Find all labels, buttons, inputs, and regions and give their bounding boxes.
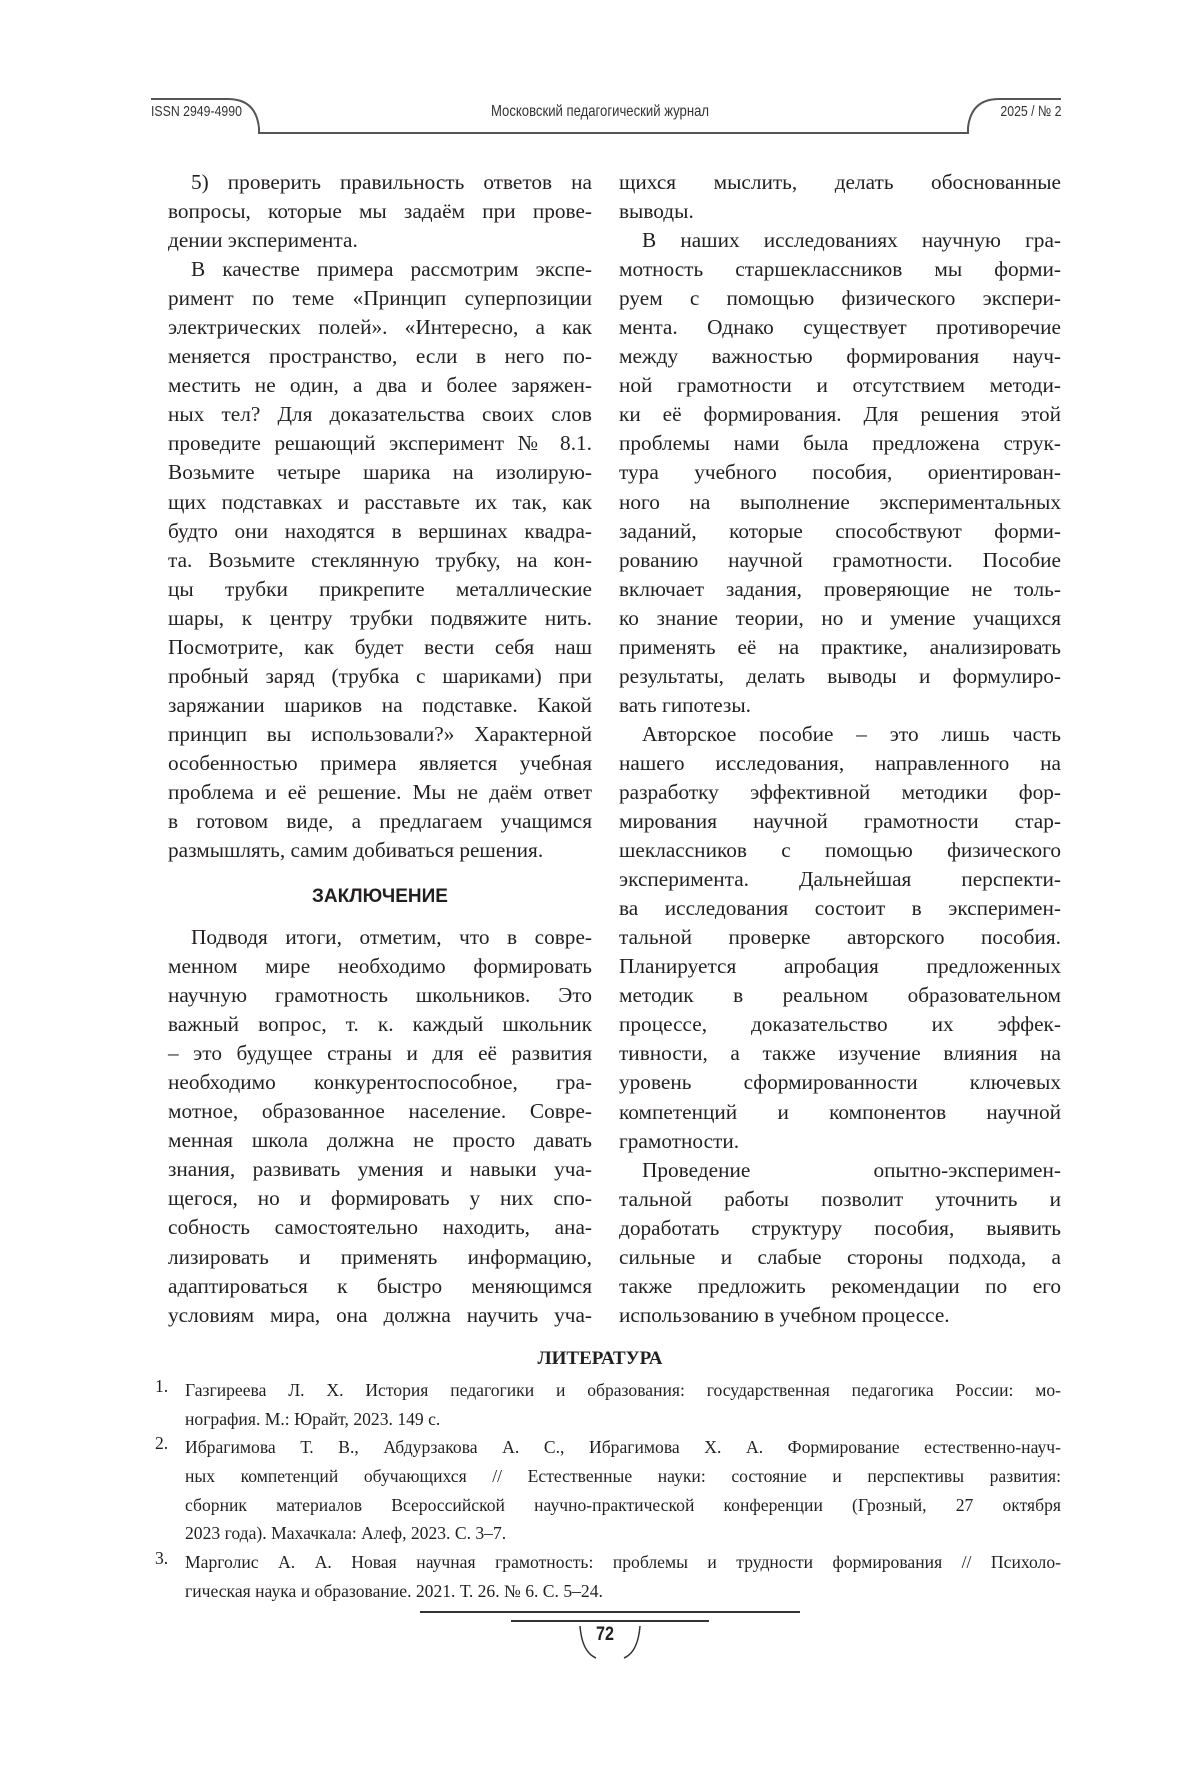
text-line: мента. Однако существует противоречие xyxy=(619,313,1061,342)
text-line: – это будущее страны и для её развития xyxy=(168,1039,592,1068)
text-line: 5) проверить правильность ответов на xyxy=(168,168,592,197)
text-line: вопросы, которые мы задаём при прове- xyxy=(168,197,592,226)
reference-number: 2. xyxy=(155,1433,168,1454)
text-line: размышлять, самим добиваться решения. xyxy=(168,836,592,865)
reference-item xyxy=(155,1433,1061,1548)
text-line: научную грамотность школьников. Это xyxy=(168,981,592,1010)
text-line: Возьмите четыре шарика на изолирую- xyxy=(168,458,592,487)
reference-item xyxy=(155,1376,1061,1433)
text-line: тальной работы позволит уточнить и xyxy=(619,1185,1061,1214)
text-line: шары, к центру трубки подвяжите нить. xyxy=(168,604,592,633)
right-column-body xyxy=(619,168,1061,1330)
left-column-body xyxy=(168,168,592,865)
text-line: применять её на практике, анализировать xyxy=(619,633,1061,662)
paragraph xyxy=(619,1156,1061,1330)
text-line: пробный заряд (трубка с шариками) при xyxy=(168,662,592,691)
paragraph xyxy=(168,255,592,865)
text-line: щих подставках и расставьте их так, как xyxy=(168,488,592,517)
text-line: лизировать и применять информацию, xyxy=(168,1243,592,1272)
text-line: ва исследования состоит в эксперимен- xyxy=(619,894,1061,923)
text-line: сильные и слабые стороны подхода, а xyxy=(619,1243,1061,1272)
text-line: менная школа должна не просто давать xyxy=(168,1126,592,1155)
text-line: результаты, делать выводы и формулиро- xyxy=(619,662,1061,691)
text-line: Подводя итоги, отметим, что в совре- xyxy=(168,923,592,952)
text-line: менном мире необходимо формировать xyxy=(168,952,592,981)
text-line: выводы. xyxy=(619,197,1061,226)
text-line: тивности, а также изучение влияния на xyxy=(619,1039,1061,1068)
paragraph xyxy=(168,923,592,1330)
text-line: руем с помощью физического экспери- xyxy=(619,284,1061,313)
text-line: электрических полей». «Интересно, а как xyxy=(168,313,592,342)
text-line: важный вопрос, т. к. каждый школьник xyxy=(168,1010,592,1039)
text-line: процессе, доказательство их эффек- xyxy=(619,1010,1061,1039)
page-number: 72 xyxy=(588,1624,622,1646)
reference-line: Ибрагимова Т. В., Абдурзакова А. С., Ибрагимова Х. А. Формирование естественно-науч- xyxy=(185,1433,1061,1462)
text-line: грамотности. xyxy=(619,1127,1061,1156)
text-line: щихся мыслить, делать обоснованные xyxy=(619,168,1061,197)
text-line: В наших исследованиях научную гра- xyxy=(619,226,1061,255)
text-line: меняется пространство, если в него по- xyxy=(168,342,592,371)
text-line: щегося, но и формировать у них спо- xyxy=(168,1184,592,1213)
paragraph xyxy=(619,226,1061,720)
text-line: Проведение опытно-эксперимен- xyxy=(619,1156,1061,1185)
reference-item xyxy=(155,1548,1061,1605)
reference-number: 1. xyxy=(155,1376,168,1397)
text-line: также предложить рекомендации по его xyxy=(619,1272,1061,1301)
text-line: Авторское пособие – это лишь часть xyxy=(619,720,1061,749)
text-line: адаптироваться к быстро меняющимся xyxy=(168,1272,592,1301)
text-line: использованию в учебном процессе. xyxy=(619,1301,1061,1330)
text-line: заданий, которые способствуют форми- xyxy=(619,517,1061,546)
text-line: мотное, образованное население. Совре- xyxy=(168,1097,592,1126)
header-issn: ISSN 2949-4990 xyxy=(151,103,242,120)
text-line: проблема и её решение. Мы не даём ответ xyxy=(168,778,592,807)
text-line: римент по теме «Принцип суперпозиции xyxy=(168,284,592,313)
text-line: в готовом виде, а предлагаем учащимся xyxy=(168,807,592,836)
reference-line: ных компетенций обучающихся // Естественные науки: состояние и перспективы развития: xyxy=(185,1462,1061,1491)
left-column-conclusion xyxy=(168,923,592,1330)
reference-line: Марголис А. А. Новая научная грамотность: проблемы и трудности формирования // Психоло- xyxy=(185,1548,1061,1577)
section-heading: ЗАКЛЮЧЕНИЕ xyxy=(168,886,592,908)
text-line: доработать структуру пособия, выявить xyxy=(619,1214,1061,1243)
paragraph xyxy=(168,168,592,255)
text-line: собность самостоятельно находить, ана- xyxy=(168,1213,592,1242)
text-line: цы трубки прикрепите металлические xyxy=(168,575,592,604)
text-line: ной грамотности и отсутствием методи- xyxy=(619,371,1061,400)
reference-line: сборник материалов Всероссийской научно-практической конференции (Грозный, 27 октября xyxy=(185,1491,1061,1520)
text-line: мотность старшеклассников мы форми- xyxy=(619,255,1061,284)
text-line: знания, развивать умения и навыки уча- xyxy=(168,1155,592,1184)
text-line: Посмотрите, как будет вести себя наш xyxy=(168,633,592,662)
text-line: шеклассников с помощью физического xyxy=(619,836,1061,865)
reference-line: 2023 года). Махачкала: Алеф, 2023. С. 3–7. xyxy=(185,1519,1061,1548)
text-line: условиям мира, она должна научить уча- xyxy=(168,1301,592,1330)
reference-line: гическая наука и образование. 2021. Т. 26. № 6. С. 5–24. xyxy=(185,1577,1061,1606)
text-line: тальной проверке авторского пособия. xyxy=(619,923,1061,952)
reference-list xyxy=(155,1376,1061,1606)
text-line: В качестве примера рассмотрим экспе- xyxy=(168,255,592,284)
text-line: ных тел? Для доказательства своих слов xyxy=(168,400,592,429)
text-line: принцип вы использовали?» Характерной xyxy=(168,720,592,749)
header-journal-title: Московский педагогический журнал xyxy=(108,103,1092,121)
text-line: ко знание теории, но и умение учащихся xyxy=(619,604,1061,633)
header-issue: 2025 / № 2 xyxy=(1000,103,1061,120)
text-line: между важностью формирования науч- xyxy=(619,342,1061,371)
header-rule xyxy=(0,0,1200,150)
text-line: методик в реальном образовательном xyxy=(619,981,1061,1010)
text-line: мирования научной грамотности стар- xyxy=(619,807,1061,836)
paragraph xyxy=(619,720,1061,1156)
text-line: разработку эффективной методики фор- xyxy=(619,778,1061,807)
text-line: тура учебного пособия, ориентирован- xyxy=(619,458,1061,487)
text-line: особенностью примера является учебная xyxy=(168,749,592,778)
text-line: рованию научной грамотности. Пособие xyxy=(619,546,1061,575)
text-line: уровень сформированности ключевых xyxy=(619,1068,1061,1097)
text-line: проблемы нами была предложена струк- xyxy=(619,429,1061,458)
text-line: компетенций и компонентов научной xyxy=(619,1098,1061,1127)
text-line: ки её формирования. Для решения этой xyxy=(619,400,1061,429)
text-line: необходимо конкурентоспособное, гра- xyxy=(168,1068,592,1097)
text-line: та. Возьмите стеклянную трубку, на кон- xyxy=(168,546,592,575)
text-line: эксперимента. Дальнейшая перспекти- xyxy=(619,865,1061,894)
text-line: Планируется апробация предложенных xyxy=(619,952,1061,981)
text-line: дении эксперимента. xyxy=(168,226,592,255)
reference-line: Газгиреева Л. Х. История педагогики и образования: государственная педагогика России: мо- xyxy=(185,1376,1061,1405)
text-line: заряжании шариков на подставке. Какой xyxy=(168,691,592,720)
text-line: проведите решающий эксперимент № 8.1. xyxy=(168,429,592,458)
paragraph xyxy=(619,168,1061,226)
text-line: будто они находятся в вершинах квадра- xyxy=(168,517,592,546)
reference-number: 3. xyxy=(155,1548,168,1569)
text-line: вать гипотезы. xyxy=(619,691,1061,720)
text-line: ного на выполнение экспериментальных xyxy=(619,488,1061,517)
text-line: включает задания, проверяющие не толь- xyxy=(619,575,1061,604)
text-line: нашего исследования, направленного на xyxy=(619,749,1061,778)
reference-line: нография. М.: Юрайт, 2023. 149 с. xyxy=(185,1405,1061,1434)
text-line: местить не один, а два и более заряжен- xyxy=(168,371,592,400)
literature-heading: ЛИТЕРАТУРА xyxy=(0,1348,1200,1370)
